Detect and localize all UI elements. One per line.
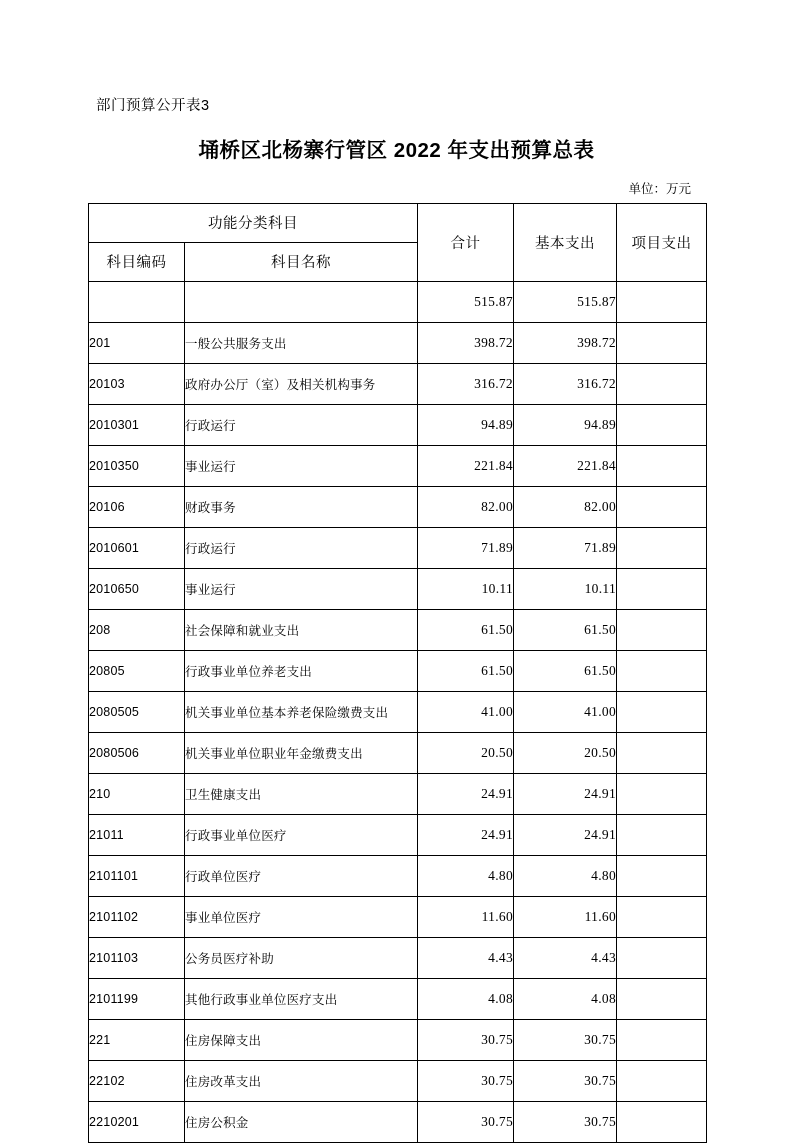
cell-basic-expenditure: 82.00 [514, 486, 617, 527]
cell-project-expenditure [617, 773, 707, 814]
cell-subject-code: 201 [89, 322, 185, 363]
table-row [89, 281, 707, 322]
cell-project-expenditure [617, 445, 707, 486]
table-row [89, 486, 707, 527]
unit-note: 单位：万元 [628, 181, 691, 196]
cell-subject-name: 行政运行 [185, 404, 418, 445]
table-row [89, 1060, 707, 1101]
cell-total: 71.89 [418, 527, 514, 568]
cell-subject-name: 一般公共服务支出 [185, 322, 418, 363]
table-row [89, 650, 707, 691]
cell-subject-code: 2010350 [89, 445, 185, 486]
cell-total: 61.50 [418, 650, 514, 691]
cell-subject-code: 2010601 [89, 527, 185, 568]
cell-basic-expenditure: 30.75 [514, 1060, 617, 1101]
cell-subject-name: 事业运行 [185, 445, 418, 486]
cell-subject-name: 住房公积金 [185, 1101, 418, 1142]
cell-total: 24.91 [418, 773, 514, 814]
table-row [89, 527, 707, 568]
cell-subject-code: 221 [89, 1019, 185, 1060]
cell-basic-expenditure: 24.91 [514, 814, 617, 855]
cell-basic-expenditure: 94.89 [514, 404, 617, 445]
cell-basic-expenditure: 30.75 [514, 1101, 617, 1142]
cell-subject-code: 210 [89, 773, 185, 814]
cell-subject-code: 20805 [89, 650, 185, 691]
cell-total: 82.00 [418, 486, 514, 527]
budget-table [88, 203, 707, 1143]
table-row [89, 568, 707, 609]
cell-total: 221.84 [418, 445, 514, 486]
cell-total: 20.50 [418, 732, 514, 773]
cell-subject-name: 社会保障和就业支出 [185, 609, 418, 650]
table-row [89, 937, 707, 978]
cell-subject-code: 21011 [89, 814, 185, 855]
cell-total: 30.75 [418, 1060, 514, 1101]
cell-subject-code: 2101199 [89, 978, 185, 1019]
cell-total: 41.00 [418, 691, 514, 732]
cell-basic-expenditure: 41.00 [514, 691, 617, 732]
cell-subject-code: 208 [89, 609, 185, 650]
cell-subject-code: 2010301 [89, 404, 185, 445]
cell-project-expenditure [617, 1019, 707, 1060]
cell-total: 515.87 [418, 281, 514, 322]
cell-total: 316.72 [418, 363, 514, 404]
cell-total: 61.50 [418, 609, 514, 650]
cell-project-expenditure [617, 363, 707, 404]
cell-total: 10.11 [418, 568, 514, 609]
table-row [89, 691, 707, 732]
header-subject-code: 科目编码 [89, 242, 185, 281]
cell-project-expenditure [617, 404, 707, 445]
cell-basic-expenditure: 61.50 [514, 650, 617, 691]
table-header-row-1 [89, 203, 707, 242]
cell-total: 24.91 [418, 814, 514, 855]
cell-subject-code: 20103 [89, 363, 185, 404]
cell-project-expenditure [617, 527, 707, 568]
cell-subject-name: 其他行政事业单位医疗支出 [185, 978, 418, 1019]
cell-subject-name: 机关事业单位基本养老保险缴费支出 [185, 691, 418, 732]
table-body [89, 281, 707, 1142]
cell-project-expenditure [617, 814, 707, 855]
cell-project-expenditure [617, 937, 707, 978]
header-project-expenditure: 项目支出 [617, 203, 707, 281]
cell-project-expenditure [617, 691, 707, 732]
cell-subject-code: 20106 [89, 486, 185, 527]
cell-subject-code: 2101103 [89, 937, 185, 978]
table-row [89, 609, 707, 650]
header-subject-name: 科目名称 [185, 242, 418, 281]
document-label: 部门预算公开表3 [96, 98, 210, 114]
cell-subject-code: 2210201 [89, 1101, 185, 1142]
cell-subject-name: 事业运行 [185, 568, 418, 609]
cell-subject-code [89, 281, 185, 322]
cell-basic-expenditure: 221.84 [514, 445, 617, 486]
table-row [89, 322, 707, 363]
cell-subject-name: 行政单位医疗 [185, 855, 418, 896]
cell-total: 4.43 [418, 937, 514, 978]
cell-basic-expenditure: 316.72 [514, 363, 617, 404]
table-row [89, 1019, 707, 1060]
cell-total: 11.60 [418, 896, 514, 937]
cell-project-expenditure [617, 650, 707, 691]
cell-basic-expenditure: 398.72 [514, 322, 617, 363]
header-total: 合计 [418, 203, 514, 281]
cell-project-expenditure [617, 1060, 707, 1101]
page-title: 埇桥区北杨寨行管区 2022 年支出预算总表 [198, 139, 595, 163]
cell-total: 30.75 [418, 1101, 514, 1142]
cell-subject-name: 行政运行 [185, 527, 418, 568]
table-row [89, 445, 707, 486]
table-row [89, 404, 707, 445]
cell-subject-name: 住房改革支出 [185, 1060, 418, 1101]
cell-total: 4.80 [418, 855, 514, 896]
cell-subject-name: 政府办公厅（室）及相关机构事务 [185, 363, 418, 404]
cell-subject-code: 2080505 [89, 691, 185, 732]
cell-subject-name: 财政事务 [185, 486, 418, 527]
cell-basic-expenditure: 515.87 [514, 281, 617, 322]
cell-basic-expenditure: 61.50 [514, 609, 617, 650]
cell-basic-expenditure: 10.11 [514, 568, 617, 609]
cell-total: 94.89 [418, 404, 514, 445]
cell-total: 398.72 [418, 322, 514, 363]
cell-project-expenditure [617, 281, 707, 322]
cell-basic-expenditure: 11.60 [514, 896, 617, 937]
cell-project-expenditure [617, 896, 707, 937]
cell-basic-expenditure: 4.08 [514, 978, 617, 1019]
cell-subject-name: 卫生健康支出 [185, 773, 418, 814]
cell-basic-expenditure: 4.80 [514, 855, 617, 896]
table-row [89, 855, 707, 896]
cell-subject-name: 事业单位医疗 [185, 896, 418, 937]
header-basic-expenditure: 基本支出 [514, 203, 617, 281]
cell-subject-name: 公务员医疗补助 [185, 937, 418, 978]
table-row [89, 773, 707, 814]
cell-basic-expenditure: 24.91 [514, 773, 617, 814]
cell-basic-expenditure: 20.50 [514, 732, 617, 773]
cell-project-expenditure [617, 486, 707, 527]
cell-subject-code: 2101101 [89, 855, 185, 896]
cell-total: 4.08 [418, 978, 514, 1019]
table-row [89, 732, 707, 773]
cell-project-expenditure [617, 855, 707, 896]
cell-subject-name [185, 281, 418, 322]
table-row [89, 814, 707, 855]
cell-subject-name: 行政事业单位养老支出 [185, 650, 418, 691]
cell-basic-expenditure: 4.43 [514, 937, 617, 978]
cell-subject-name: 机关事业单位职业年金缴费支出 [185, 732, 418, 773]
table-row [89, 978, 707, 1019]
table-row [89, 896, 707, 937]
table-row [89, 363, 707, 404]
cell-subject-code: 2080506 [89, 732, 185, 773]
table-head [89, 203, 707, 281]
cell-basic-expenditure: 30.75 [514, 1019, 617, 1060]
cell-basic-expenditure: 71.89 [514, 527, 617, 568]
cell-project-expenditure [617, 568, 707, 609]
cell-total: 30.75 [418, 1019, 514, 1060]
cell-subject-name: 行政事业单位医疗 [185, 814, 418, 855]
cell-subject-code: 22102 [89, 1060, 185, 1101]
cell-subject-code: 2010650 [89, 568, 185, 609]
cell-project-expenditure [617, 609, 707, 650]
cell-project-expenditure [617, 732, 707, 773]
cell-subject-name: 住房保障支出 [185, 1019, 418, 1060]
cell-project-expenditure [617, 978, 707, 1019]
header-function-category: 功能分类科目 [89, 203, 418, 242]
cell-subject-code: 2101102 [89, 896, 185, 937]
cell-project-expenditure [617, 322, 707, 363]
